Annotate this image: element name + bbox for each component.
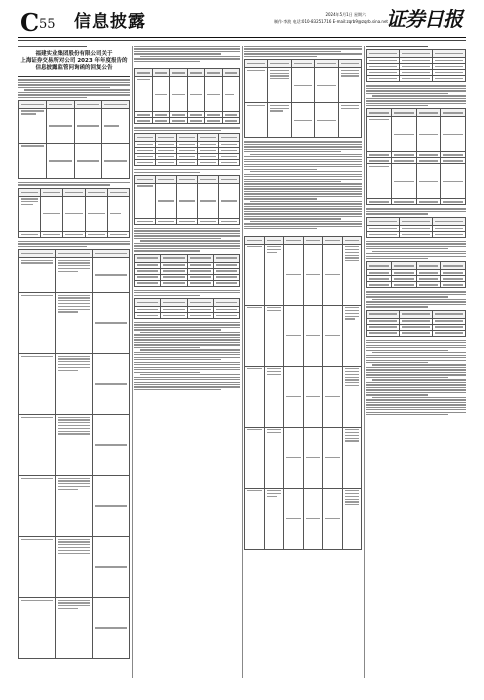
data-table — [366, 261, 466, 288]
column-3 — [244, 46, 362, 678]
header-rule — [18, 37, 466, 38]
data-table — [134, 298, 240, 319]
masthead — [0, 0, 484, 40]
data-table — [18, 249, 130, 659]
data-table — [134, 175, 240, 225]
article-title-line: 福建实业集团股份有限公司关于 — [35, 51, 113, 58]
data-table — [366, 108, 466, 205]
article-title — [18, 51, 130, 72]
data-table — [244, 236, 362, 550]
data-table — [18, 188, 130, 238]
data-table — [366, 310, 466, 337]
data-table — [366, 49, 466, 82]
data-table — [134, 254, 240, 287]
data-table — [134, 68, 240, 124]
newspaper-logo: 证券日报 — [386, 7, 462, 31]
column-divider — [364, 46, 365, 678]
data-table — [244, 59, 362, 138]
article-title-line: 信息披露监管问询函的回复公告 — [35, 65, 113, 72]
data-table — [18, 100, 130, 179]
issue-date: 2024年5月1日 星期六 — [325, 12, 366, 17]
title-rule — [18, 76, 130, 77]
column-divider — [242, 46, 243, 678]
column-divider — [132, 46, 133, 678]
column-2 — [134, 46, 240, 678]
header-rule-thin — [18, 40, 466, 41]
data-table — [366, 217, 466, 238]
column-1 — [18, 46, 130, 678]
stock-code-line — [18, 46, 87, 47]
column-4 — [366, 46, 466, 678]
data-table — [134, 133, 240, 166]
editor-contact: 制作·李波 电话:010-83251716 E-mail:zqrb9@zqrb.sina.net — [274, 19, 388, 24]
section-code: C — [20, 8, 40, 37]
section-number: 55 — [39, 17, 56, 32]
article-title-line: 上海证券交易所对公司 2023 年年度报告的 — [20, 58, 128, 65]
section-title: 信息披露 — [74, 12, 146, 32]
